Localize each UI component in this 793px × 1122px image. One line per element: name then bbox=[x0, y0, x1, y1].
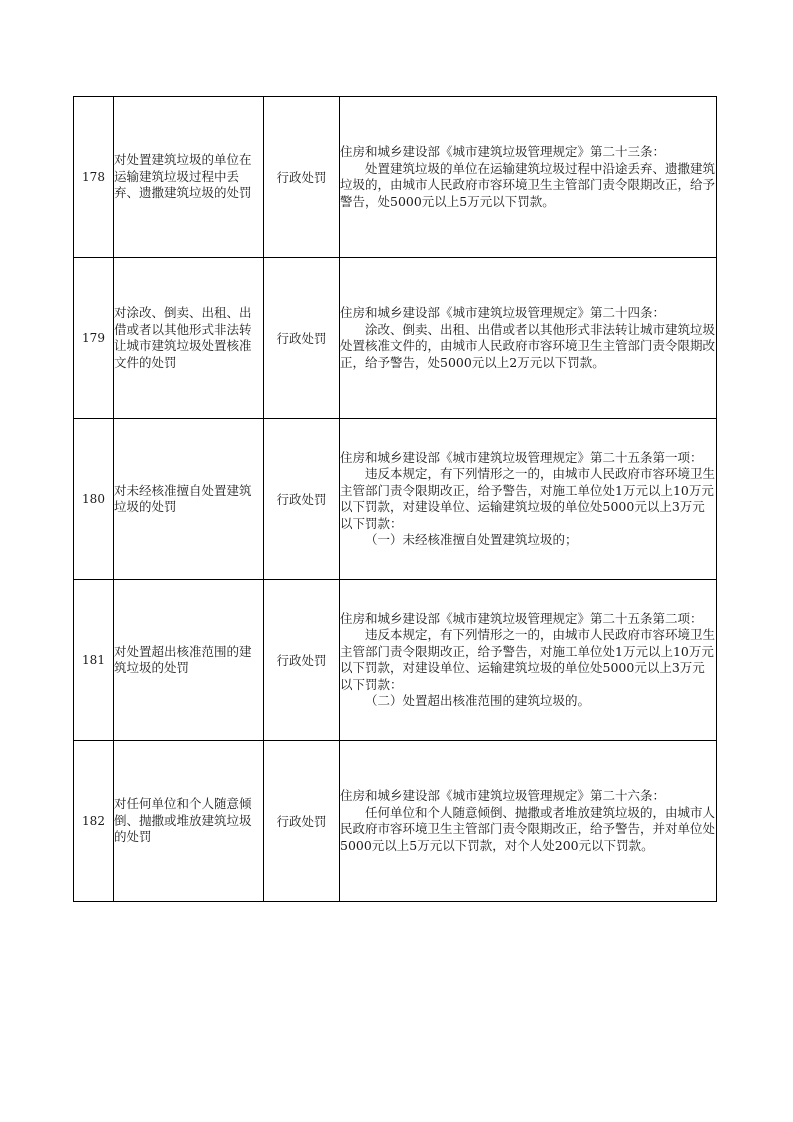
item-name: 对处置建筑垃圾的单位在运输建筑垃圾过程中丢弃、遗撒建筑垃圾的处罚 bbox=[114, 97, 264, 258]
table-row bbox=[74, 97, 717, 258]
basis-title: 住房和城乡建设部《城市建筑垃圾管理规定》第二十三条： bbox=[340, 144, 666, 159]
table-row bbox=[74, 258, 717, 419]
penalty-table bbox=[73, 96, 717, 902]
item-name: 对未经核准擅自处置建筑垃圾的处罚 bbox=[114, 419, 264, 580]
basis-line: （二）处置超出核准范围的建筑垃圾的。 bbox=[365, 693, 591, 708]
row-number: 180 bbox=[74, 419, 114, 580]
table-row bbox=[74, 580, 717, 741]
item-name: 对处置超出核准范围的建筑垃圾的处罚 bbox=[114, 580, 264, 741]
basis-title: 住房和城乡建设部《城市建筑垃圾管理规定》第二十六条： bbox=[340, 788, 666, 803]
basis-line: 涂改、倒卖、出租、出借或者以其他形式非法转让城市建筑垃圾处置核准文件的，由城市人民政府市容环境卫生主管部门责令限期改正，给予警告，处5000元以上2万元以下罚款。 bbox=[340, 321, 716, 370]
item-type: 行政处罚 bbox=[264, 741, 340, 902]
basis-title: 住房和城乡建设部《城市建筑垃圾管理规定》第二十五条第一项： bbox=[340, 449, 703, 465]
row-number: 179 bbox=[74, 258, 114, 419]
item-name: 对涂改、倒卖、出租、出借或者以其他形式非法转让城市建筑垃圾处置核准文件的处罚 bbox=[114, 258, 264, 419]
table-row bbox=[74, 741, 717, 902]
legal-basis bbox=[340, 258, 717, 419]
item-name: 对任何单位和个人随意倾倒、抛撒或堆放建筑垃圾的处罚 bbox=[114, 741, 264, 902]
row-number: 181 bbox=[74, 580, 114, 741]
basis-title: 住房和城乡建设部《城市建筑垃圾管理规定》第二十四条： bbox=[340, 305, 666, 320]
legal-basis bbox=[340, 580, 717, 741]
item-type: 行政处罚 bbox=[264, 580, 340, 741]
item-type: 行政处罚 bbox=[264, 258, 340, 419]
row-number: 178 bbox=[74, 97, 114, 258]
basis-title: 住房和城乡建设部《城市建筑垃圾管理规定》第二十五条第二项： bbox=[340, 610, 703, 626]
item-type: 行政处罚 bbox=[264, 419, 340, 580]
basis-line: 处置建筑垃圾的单位在运输建筑垃圾过程中沿途丢弃、遗撒建筑垃圾的，由城市人民政府市容环境卫生主管部门责令限期改正，给予警告，处5000元以上5万元以下罚款。 bbox=[340, 160, 716, 209]
row-number: 182 bbox=[74, 741, 114, 902]
basis-line: 违反本规定，有下列情形之一的，由城市人民政府市容环境卫生主管部门责令限期改正，给予警告，对施工单位处1万元以上10万元以下罚款，对建设单位、运输建筑垃圾的单位处5000元以上3万元以下罚款： bbox=[340, 627, 716, 692]
basis-line: 任何单位和个人随意倾倒、抛撒或者堆放建筑垃圾的，由城市人民政府市容环境卫生主管部门责令限期改正，给予警告，并对单位处5000元以上5万元以下罚款，对个人处200元以下罚款。 bbox=[340, 804, 716, 853]
table-row bbox=[74, 419, 717, 580]
legal-basis bbox=[340, 741, 717, 902]
basis-line: 违反本规定，有下列情形之一的，由城市人民政府市容环境卫生主管部门责令限期改正，给予警告，对施工单位处1万元以上10万元以下罚款，对建设单位、运输建筑垃圾的单位处5000元以上3万元以下罚款： bbox=[340, 466, 716, 531]
legal-basis bbox=[340, 419, 717, 580]
basis-line: （一）未经核准擅自处置建筑垃圾的； bbox=[365, 532, 578, 547]
legal-basis bbox=[340, 97, 717, 258]
item-type: 行政处罚 bbox=[264, 97, 340, 258]
